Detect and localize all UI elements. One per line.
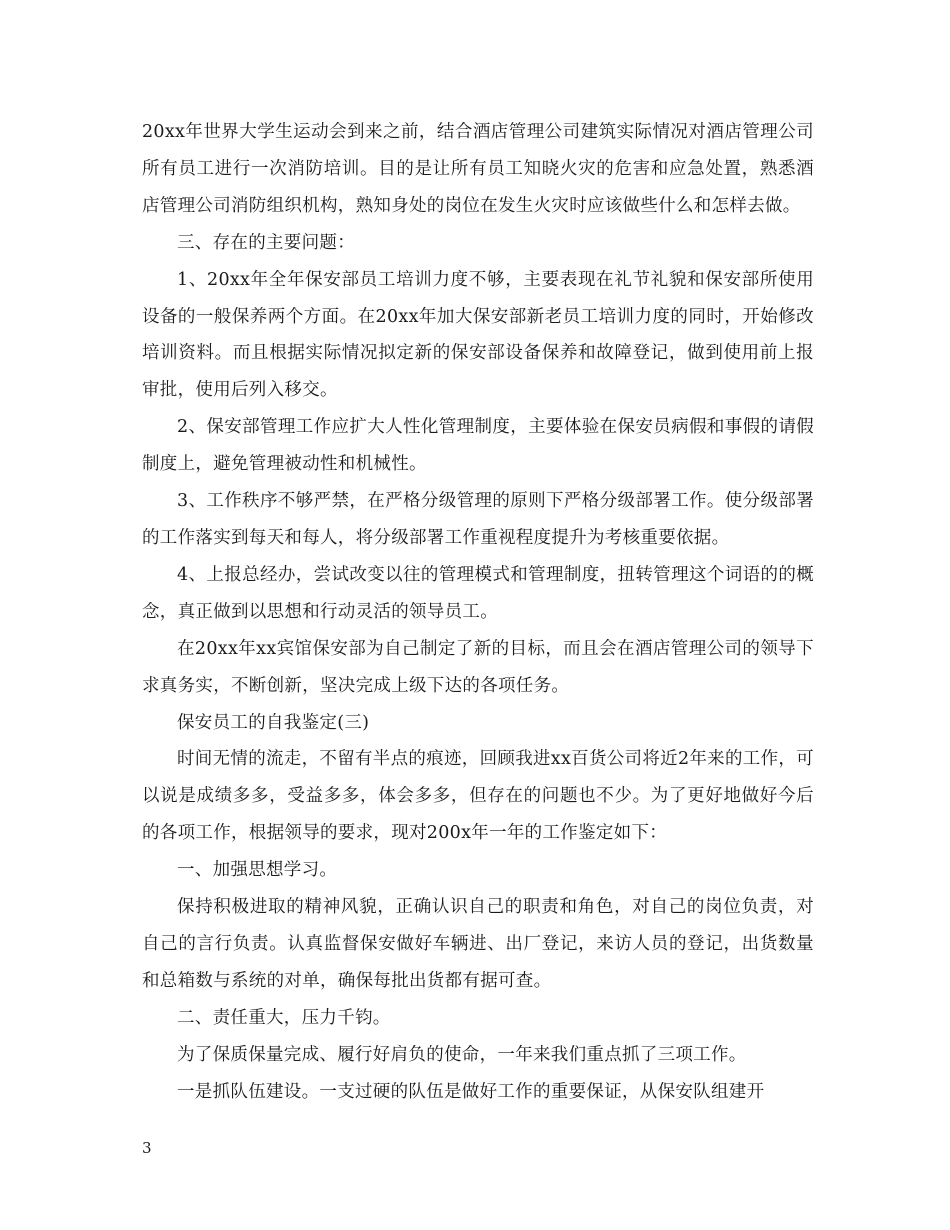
paragraph: 时间无情的流走，不留有半点的痕迹，回顾我进xx百货公司将近2年来的工作，可以说是成绩多多，受益多多，体会多多，但存在的问题也不少。为了更好地做好今后的各项工作，根据领导的要求，现对200x年一年的工作鉴定如下： — [142, 749, 814, 844]
section-heading: 一、加强思想学习。 — [177, 860, 338, 881]
paragraph: 一是抓队伍建设。一支过硬的队伍是做好工作的重要保证，从保安队组建开 — [177, 1081, 765, 1102]
section-heading: 二、责任重大，压力千钧。 — [177, 1007, 391, 1028]
document-subtitle: 保安员工的自我鉴定(三) — [177, 712, 370, 733]
section-heading: 三、存在的主要问题： — [177, 232, 355, 253]
paragraph: 保持积极进取的精神风貌，正确认识自己的职责和角色，对自己的岗位负责，对自己的言行负责。认真监督保安做好车辆进、出厂登记，来访人员的登记，出货数量和总箱数与系统的对单，确保每批出货都有据可查。 — [142, 897, 814, 991]
paragraph: 1、20xx年全年保安部员工培训力度不够，主要表现在礼节礼貌和保安部所使用设备的一般保养两个方面。在20xx年加大保安部新老员工培训力度的同时，开始修改培训资料。而且根据实际情况拟定新的保安部设备保养和故障登记，做到使用前上报审批，使用后列入移交。 — [142, 269, 814, 401]
paragraph: 2、保安部管理工作应扩大人性化管理制度，主要体验在保安员病假和事假的请假制度上，避免管理被动性和机械性。 — [142, 417, 814, 475]
paragraph: 20xx年世界大学生运动会到来之前，结合酒店管理公司建筑实际情况对酒店管理公司所有员工进行一次消防培训。目的是让所有员工知晓火灾的危害和应急处置，熟悉酒店管理公司消防组织机构，熟知身处的岗位在发生火灾时应该做些什么和怎样去做。 — [142, 122, 814, 216]
paragraph: 在20xx年xx宾馆保安部为自己制定了新的目标，而且会在酒店管理公司的领导下求真务实，不断创新，坚决完成上级下达的各项任务。 — [142, 638, 814, 696]
page-number: 3 — [142, 1139, 152, 1157]
paragraph: 3、工作秩序不够严禁，在严格分级管理的原则下严格分级部署工作。使分级部署的工作落实到每天和每人，将分级部署工作重视程度提升为考核重要依据。 — [142, 491, 814, 548]
paragraph: 4、上报总经办，尝试改变以往的管理模式和管理制度，扭转管理这个词语的的概念，真正做到以思想和行动灵活的领导员工。 — [142, 564, 814, 622]
paragraph: 为了保质保量完成、履行好肩负的使命，一年来我们重点抓了三项工作。 — [177, 1044, 747, 1065]
document-body — [142, 114, 814, 1110]
